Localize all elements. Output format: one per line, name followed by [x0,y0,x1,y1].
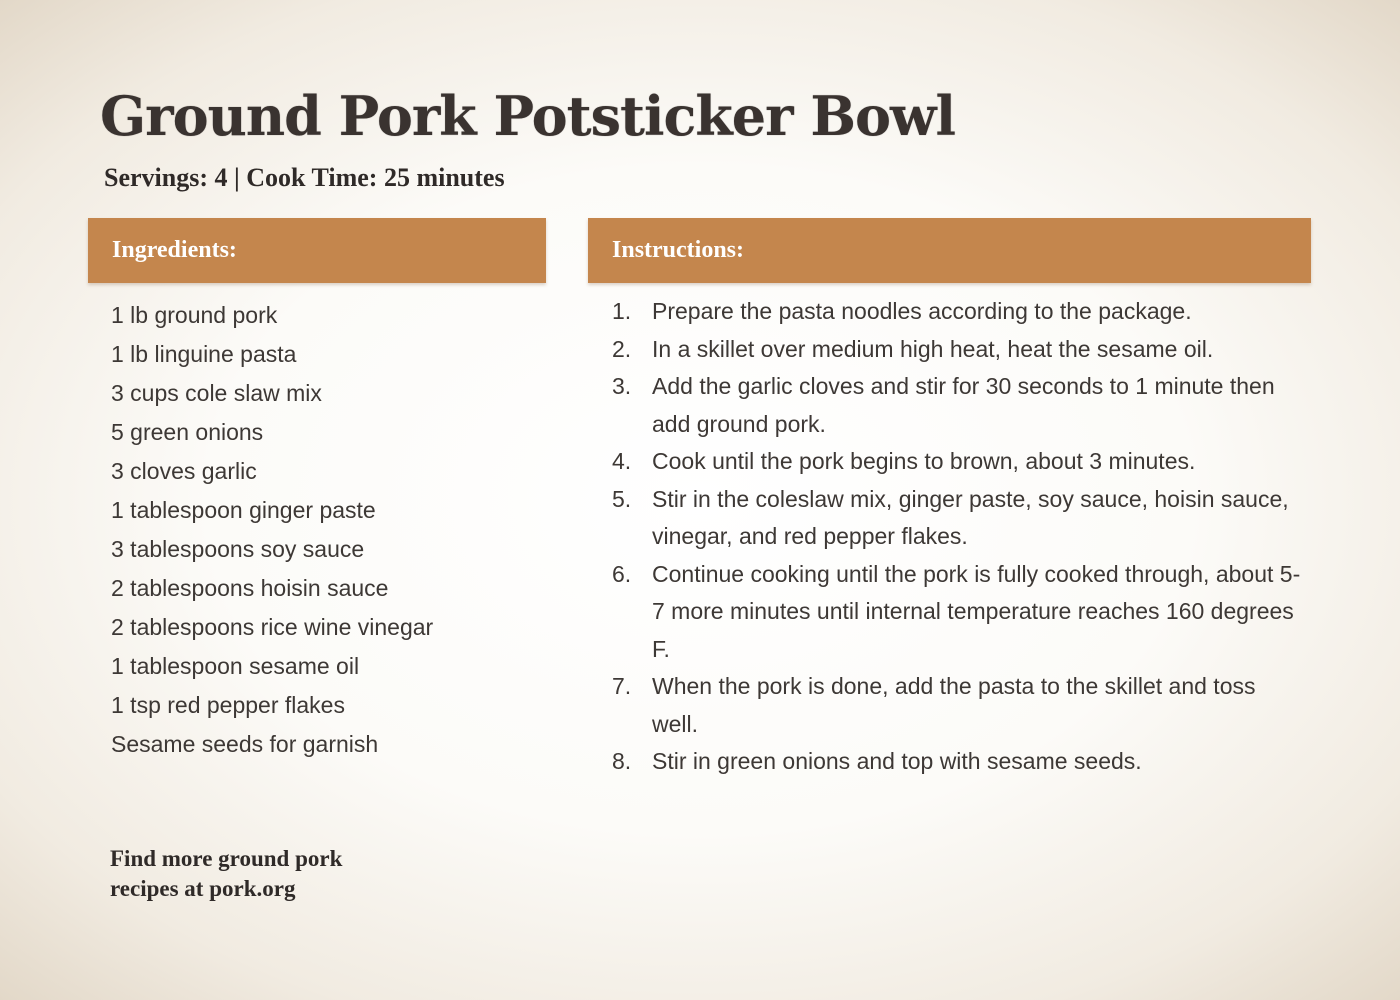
step-number: 4. [612,448,632,474]
recipe-title: Ground Pork Potsticker Bowl [100,84,956,148]
step-number: 8. [612,748,632,774]
ingredient-item: 3 cups cole slaw mix [111,380,322,406]
ingredient-item: 5 green onions [111,419,264,445]
step-number: 3. [612,373,632,399]
instruction-step [612,368,1302,443]
footer-note [110,844,410,904]
ingredients-header: Ingredients: [88,218,546,283]
step-text: When the pork is done, add the pasta to the skillet and toss well. [652,673,1256,737]
instruction-step [612,443,1302,481]
ingredients-list [111,296,433,764]
instruction-step [612,556,1302,669]
ingredient-item: 3 tablespoons soy sauce [111,536,365,562]
instructions-list [612,293,1302,781]
instruction-step [612,331,1302,369]
recipe-meta: Servings: 4 | Cook Time: 25 minutes [104,163,505,192]
step-text: Cook until the pork begins to brown, about 3 minutes. [652,448,1196,474]
step-text: Stir in the coleslaw mix, ginger paste, soy sauce, hoisin sauce, vinegar, and red pepper flakes. [652,485,1289,549]
ingredient-item: 2 tablespoons rice wine vinegar [111,614,434,640]
step-text: Add the garlic cloves and stir for 30 seconds to 1 minute then add ground pork. [652,373,1275,437]
ingredient-item: 1 tsp red pepper flakes [111,692,345,718]
ingredient-item: 3 cloves garlic [111,458,257,484]
instruction-step [612,481,1302,556]
instruction-step [612,293,1302,331]
footer-line: Find more ground pork [110,846,343,871]
ingredient-item: 1 lb linguine pasta [111,341,297,367]
instruction-step [612,668,1302,743]
ingredient-item: 1 lb ground pork [111,302,278,328]
step-number: 7. [612,673,632,699]
ingredient-item: 1 tablespoon sesame oil [111,653,360,679]
step-text: Continue cooking until the pork is fully cooked through, about 5-7 more minutes until internal temperature reaches 160 degrees F. [652,560,1301,662]
instructions-header: Instructions: [588,218,1311,283]
footer-line: recipes at pork.org [110,876,296,901]
instruction-step [612,743,1302,781]
step-text: Stir in green onions and top with sesame seeds. [652,748,1142,774]
ingredient-item: 2 tablespoons hoisin sauce [111,575,389,601]
step-number: 2. [612,335,632,362]
step-text: Prepare the pasta noodles according to the package. [652,298,1192,324]
step-text: In a skillet over medium high heat, heat the sesame oil. [652,335,1214,362]
ingredient-item: 1 tablespoon ginger paste [111,497,376,523]
ingredient-item: Sesame seeds for garnish [111,731,379,757]
step-number: 6. [612,560,632,587]
step-number: 5. [612,485,632,512]
step-number: 1. [612,298,632,324]
